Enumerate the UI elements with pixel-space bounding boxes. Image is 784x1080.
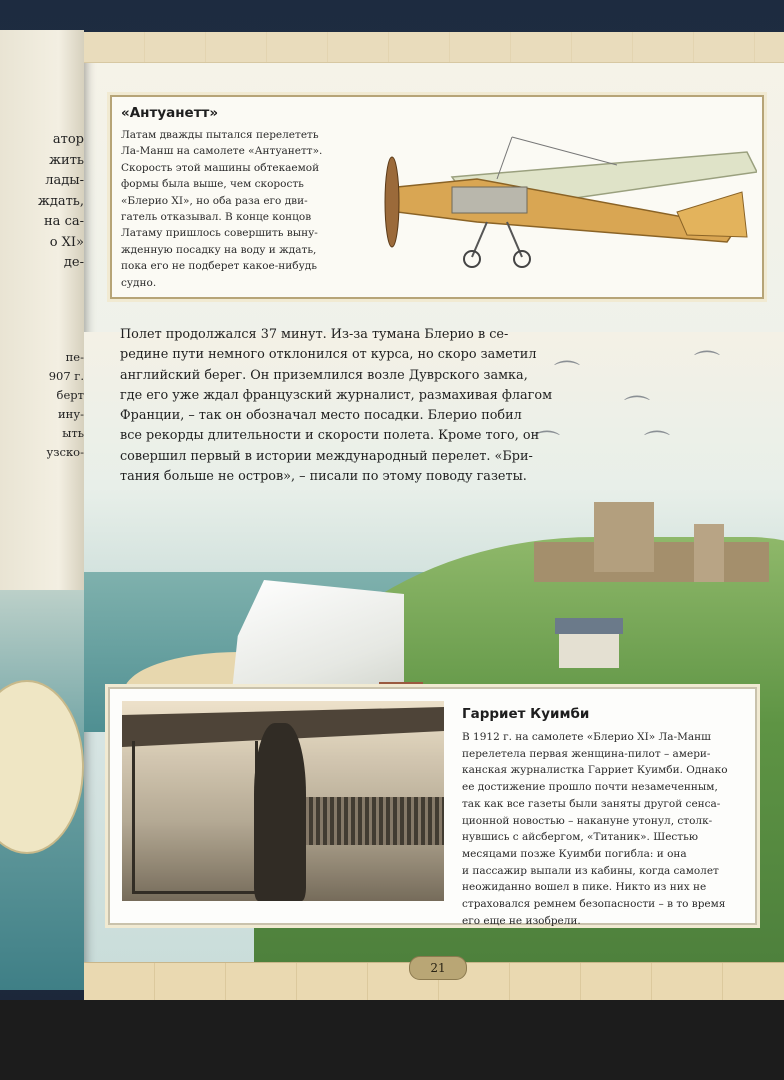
plane-wire [512,137,617,165]
antoinette-line: формы была выше, чем скорость [121,178,304,191]
dover-castle-illustration [534,502,769,582]
harriet-text [462,729,752,929]
harriet-line: канская журналистка Гарриет Куимби. Однако [462,764,728,777]
antoinette-line: жденную посадку на воду и ждать, [121,243,317,256]
harriet-title: Гарриет Куимби [462,706,590,722]
left-line: жить [49,152,84,168]
left-line: пе- [65,350,84,364]
harriet-line: нувшись с айсбергом, «Титаник». Шестью [462,831,698,844]
plane-radiator [452,187,527,213]
antoinette-line: Латам дважды пытался перелететь [121,129,319,141]
left-line: 907 г. [48,369,84,383]
antoinette-line: пока его не подберет какое-нибудь [121,260,317,273]
harriet-line: неожиданно вошел в пике. Никто из них не [462,881,707,894]
harriet-line: ционной новостью – накануне утонул, столк- [462,814,713,827]
harriet-quimby-photo [122,701,444,901]
left-line: ину- [58,407,84,421]
antoinette-info-box [110,95,764,299]
body-line: все рекорды длительности и скорости полета. Кроме того, он [120,428,540,444]
left-line: де- [63,255,84,270]
antoinette-airplane-illustration [357,117,757,277]
left-line: берт [56,388,84,402]
antoinette-line: Скорость этой машины обтекаемой [121,161,320,174]
left-facing-page [0,30,84,990]
harriet-line: и пассажир выпали из кабины, когда самолет [462,864,719,877]
harriet-line: страховался ремнем безопасности – в то время [462,898,726,911]
harriet-line: перелетела первая женщина-пилот – амери- [462,747,711,760]
body-line: тания больше не остров», – писали по этому поводу газеты. [120,469,527,485]
harriet-line: так как все газеты были заняты другой сенса- [462,797,721,810]
book-page [84,32,784,1000]
body-line: редине пути немного отклонился от курса, но скоро заметил [120,347,537,363]
plane-tail [677,192,747,237]
antoinette-line: судно. [121,276,157,289]
seagull-icon: ⌒ [554,360,581,390]
castle-tower [694,524,724,582]
antoinette-line: Латаму пришлось совершить выну- [121,227,318,240]
plane-wheel [464,251,480,267]
harriet-quimby-info-box [108,687,757,925]
harriet-line: его еще не изобрели. [462,914,581,927]
photo-pilot-figure [254,723,306,901]
seagull-icon: ⌒ [534,430,561,460]
seagull-icon: ⌒ [644,430,671,460]
photo-plane-frame [132,741,258,894]
photo-crowd [302,797,444,845]
left-line: узско- [46,445,84,459]
blueprint-header-band [84,32,784,63]
antoinette-title: «Антуанетт» [121,105,219,121]
antoinette-text [121,127,351,291]
page-number: 21 [409,956,467,980]
house-roof [555,618,623,634]
antoinette-line: «Блерио XI», но оба раза его дви- [121,194,308,207]
body-line: английский берег. Он приземлился возле Дуврского замка, [120,367,528,383]
antoinette-line: гатель отказывал. В конце концов [121,211,312,224]
castle-keep [594,502,654,572]
body-line: где его уже ждал французский журналист, размахивая флагом [120,387,553,403]
harriet-line: ее достижение прошло почти незамеченным, [462,781,718,794]
antoinette-line: Ла-Манш на самолете «Антуанетт». [121,145,323,158]
body-line: Франции, – так он обозначал место посадки. Блерио побил [120,408,522,424]
body-line: Полет продолжался 37 минут. Из-за тумана Блерио в се- [120,327,509,342]
table-surface [0,1000,784,1080]
seagull-icon: ⌒ [694,350,721,380]
left-line: лады- [45,173,84,188]
left-page-text-bottom [4,348,84,462]
left-page-text-top [4,130,84,274]
left-line: ждать, [37,193,84,209]
body-line: совершил первый в истории международный перелет. «Бри- [120,448,533,464]
left-line: о XI» [49,234,84,250]
harriet-line: месяцами позже Куимби погибла: и она [462,847,687,860]
plane-propeller [385,157,399,247]
left-line: ыть [62,426,84,440]
seagull-icon: ⌒ [624,395,651,425]
main-body-text [120,325,560,487]
plane-wheel [514,251,530,267]
left-line: на са- [44,214,84,229]
harriet-line: В 1912 г. на самолете «Блерио XI» Ла-Манш [462,731,711,743]
house-illustration [559,632,619,668]
left-line: атор [52,132,84,147]
